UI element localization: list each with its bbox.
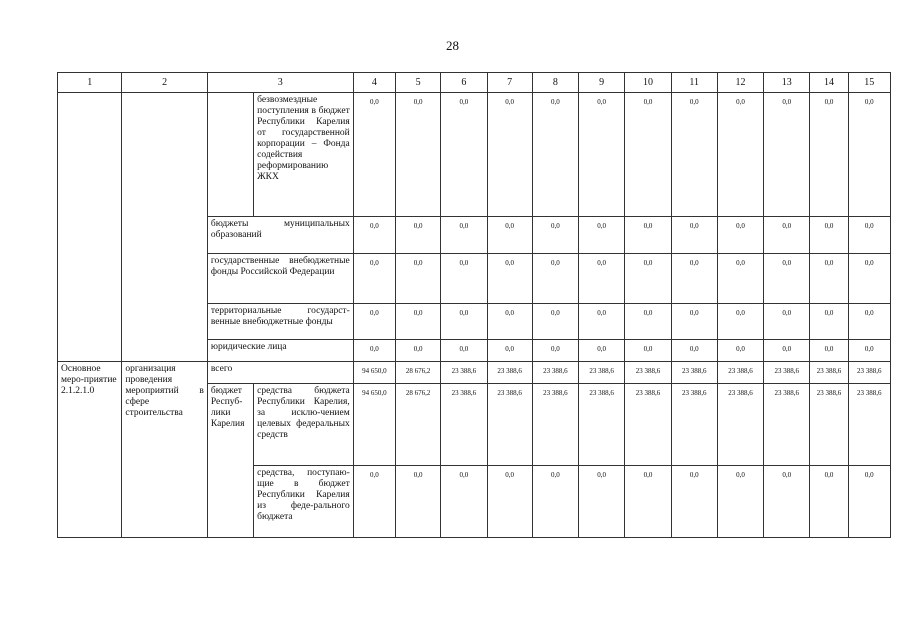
row-label: средства бюджета Республики Карелия, за исклю-чением целевых федеральных средств [254, 384, 354, 466]
header-cell: 2 [122, 73, 208, 93]
value-cell: 0,0 [395, 340, 440, 362]
value-cell: 0,0 [532, 93, 578, 217]
value-cell: 0,0 [625, 304, 671, 340]
value-cell: 0,0 [764, 93, 810, 217]
value-cell: 23 388,6 [532, 384, 578, 466]
value-cell: 23 388,6 [625, 384, 671, 466]
value-cell: 94 650,0 [353, 362, 395, 384]
value-cell: 0,0 [487, 254, 532, 304]
value-cell: 0,0 [848, 93, 890, 217]
value-cell: 28 676,2 [395, 384, 440, 466]
value-cell: 0,0 [848, 304, 890, 340]
value-cell: 0,0 [848, 466, 890, 538]
value-cell: 0,0 [810, 254, 848, 304]
value-cell: 0,0 [764, 254, 810, 304]
value-cell: 0,0 [671, 466, 717, 538]
header-cell: 9 [579, 73, 625, 93]
value-cell: 0,0 [353, 340, 395, 362]
header-cell: 5 [395, 73, 440, 93]
value-cell: 0,0 [579, 304, 625, 340]
header-cell: 10 [625, 73, 671, 93]
value-cell: 0,0 [487, 93, 532, 217]
budget-table [57, 72, 891, 538]
value-cell: 0,0 [395, 93, 440, 217]
value-cell: 0,0 [764, 217, 810, 254]
value-cell: 0,0 [848, 254, 890, 304]
value-cell: 23 388,6 [764, 362, 810, 384]
value-cell: 0,0 [717, 254, 763, 304]
value-cell: 0,0 [764, 466, 810, 538]
value-cell: 0,0 [579, 93, 625, 217]
value-cell: 0,0 [625, 254, 671, 304]
row-label: бюджеты муниципальных образований [207, 217, 353, 254]
value-cell: 23 388,6 [532, 362, 578, 384]
value-cell: 0,0 [810, 340, 848, 362]
value-cell: 23 388,6 [487, 384, 532, 466]
value-cell: 0,0 [441, 304, 487, 340]
row-label: территориальные государст-венные внебюджетные фонды [207, 304, 353, 340]
table-row [58, 93, 891, 217]
value-cell: 0,0 [487, 340, 532, 362]
page-number: 28 [446, 38, 459, 53]
row-label: средства, поступаю-щие в бюджет Республики Карелия из феде-рального бюджета [254, 466, 354, 538]
measure-title: организация проведения мероприятий в сфере строительства [122, 362, 208, 538]
value-cell: 0,0 [487, 304, 532, 340]
value-cell: 23 388,6 [764, 384, 810, 466]
value-cell: 0,0 [395, 217, 440, 254]
measure-code: Основное меро-приятие 2.1.2.1.0 [58, 362, 122, 538]
value-cell: 0,0 [441, 340, 487, 362]
value-cell: 0,0 [579, 254, 625, 304]
empty-cell [122, 93, 208, 362]
value-cell: 0,0 [441, 254, 487, 304]
value-cell: 23 388,6 [848, 384, 890, 466]
value-cell: 0,0 [810, 466, 848, 538]
value-cell: 0,0 [625, 93, 671, 217]
row-label: юридические лица [207, 340, 353, 362]
value-cell: 23 388,6 [717, 362, 763, 384]
value-cell: 23 388,6 [625, 362, 671, 384]
header-cell: 13 [764, 73, 810, 93]
value-cell: 0,0 [625, 340, 671, 362]
value-cell: 23 388,6 [810, 384, 848, 466]
row-label: безвозмездные поступления в бюджет Республики Карелия от государственной корпорации – Фонда содействия реформированию ЖКХ [254, 93, 354, 217]
header-cell: 12 [717, 73, 763, 93]
value-cell: 0,0 [579, 466, 625, 538]
value-cell: 0,0 [532, 254, 578, 304]
row-label: всего [207, 362, 353, 384]
value-cell: 0,0 [579, 217, 625, 254]
value-cell: 0,0 [441, 93, 487, 217]
header-cell: 3 [207, 73, 353, 93]
value-cell: 0,0 [353, 466, 395, 538]
value-cell: 0,0 [671, 304, 717, 340]
table-row [58, 362, 891, 384]
value-cell: 0,0 [441, 466, 487, 538]
header-cell: 4 [353, 73, 395, 93]
value-cell: 0,0 [810, 93, 848, 217]
value-cell: 23 388,6 [671, 384, 717, 466]
value-cell: 0,0 [717, 340, 763, 362]
value-cell: 0,0 [532, 340, 578, 362]
empty-cell [207, 93, 253, 217]
value-cell: 0,0 [532, 304, 578, 340]
value-cell: 0,0 [441, 217, 487, 254]
value-cell: 28 676,2 [395, 362, 440, 384]
value-cell: 0,0 [671, 93, 717, 217]
value-cell: 0,0 [532, 217, 578, 254]
value-cell: 0,0 [848, 340, 890, 362]
header-cell: 14 [810, 73, 848, 93]
value-cell: 0,0 [353, 93, 395, 217]
row-label: государственные внебюджетные фонды Российской Федерации [207, 254, 353, 304]
value-cell: 23 388,6 [717, 384, 763, 466]
value-cell: 23 388,6 [441, 362, 487, 384]
value-cell: 0,0 [487, 217, 532, 254]
value-cell: 23 388,6 [810, 362, 848, 384]
header-row [58, 73, 891, 93]
value-cell: 23 388,6 [579, 384, 625, 466]
value-cell: 0,0 [395, 254, 440, 304]
value-cell: 0,0 [810, 217, 848, 254]
value-cell: 0,0 [848, 217, 890, 254]
header-cell: 8 [532, 73, 578, 93]
value-cell: 0,0 [717, 93, 763, 217]
value-cell: 0,0 [487, 466, 532, 538]
header-cell: 15 [848, 73, 890, 93]
value-cell: 0,0 [579, 340, 625, 362]
value-cell: 0,0 [671, 254, 717, 304]
header-cell: 6 [441, 73, 487, 93]
value-cell: 23 388,6 [441, 384, 487, 466]
value-cell: 23 388,6 [487, 362, 532, 384]
value-cell: 23 388,6 [671, 362, 717, 384]
budget-label: бюджет Респуб-лики Карелия [207, 384, 253, 538]
value-cell: 0,0 [671, 217, 717, 254]
value-cell: 0,0 [717, 304, 763, 340]
header-cell: 1 [58, 73, 122, 93]
header-cell: 7 [487, 73, 532, 93]
value-cell: 0,0 [717, 217, 763, 254]
value-cell: 0,0 [395, 304, 440, 340]
value-cell: 0,0 [532, 466, 578, 538]
empty-cell [58, 93, 122, 362]
value-cell: 0,0 [764, 304, 810, 340]
value-cell: 0,0 [353, 254, 395, 304]
value-cell: 0,0 [671, 340, 717, 362]
value-cell: 0,0 [625, 217, 671, 254]
header-cell: 11 [671, 73, 717, 93]
value-cell: 0,0 [395, 466, 440, 538]
value-cell: 0,0 [810, 304, 848, 340]
value-cell: 0,0 [764, 340, 810, 362]
value-cell: 23 388,6 [579, 362, 625, 384]
value-cell: 23 388,6 [848, 362, 890, 384]
value-cell: 0,0 [625, 466, 671, 538]
value-cell: 0,0 [353, 217, 395, 254]
value-cell: 0,0 [353, 304, 395, 340]
value-cell: 94 650,0 [353, 384, 395, 466]
value-cell: 0,0 [717, 466, 763, 538]
